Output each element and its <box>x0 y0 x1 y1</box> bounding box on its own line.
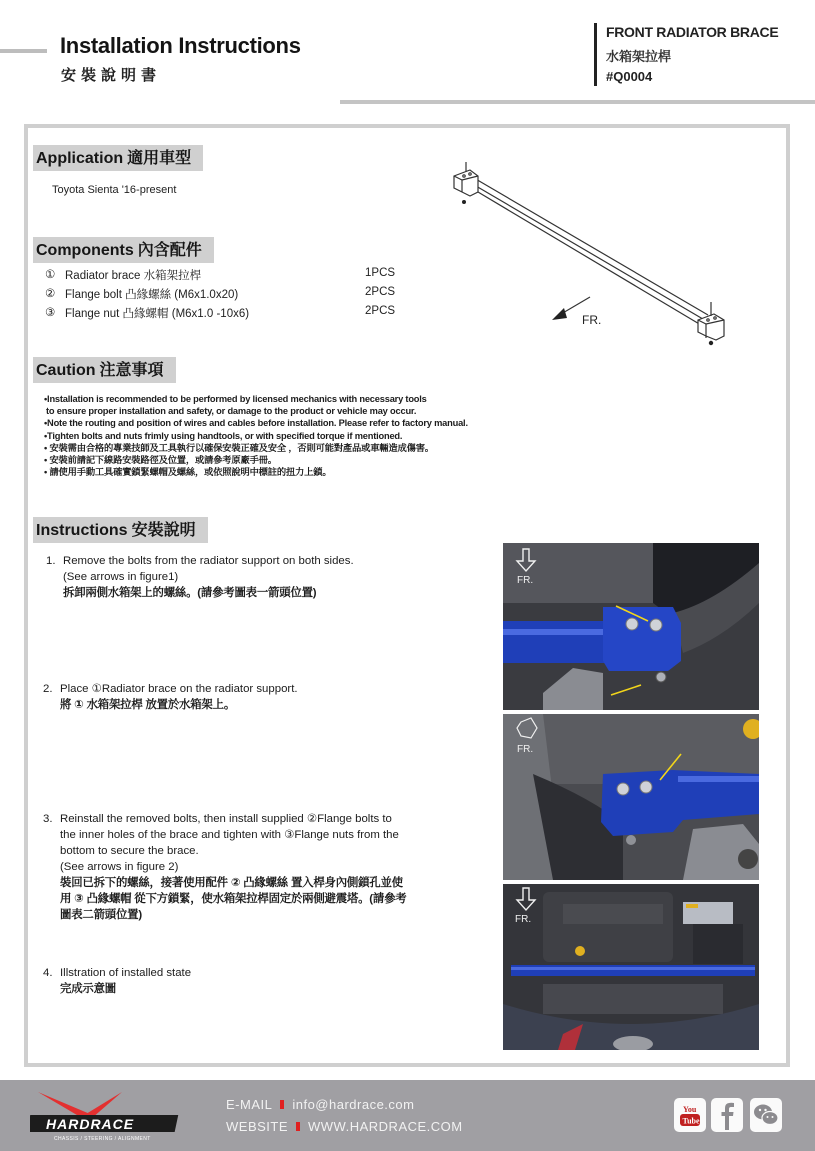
photo-direction-label: FR. <box>517 575 534 586</box>
youtube-icon[interactable] <box>674 1098 706 1132</box>
step-text: Remove the bolts from the radiator support on both sides. <box>63 555 354 567</box>
section-heading-instructions <box>33 517 208 543</box>
component-row <box>45 267 405 286</box>
heading-en: Instructions <box>36 522 128 539</box>
component-label: Flange nut 凸緣螺帽 (M6x1.0 -10x6) <box>65 308 250 320</box>
photo-direction-label: FR. <box>517 744 534 755</box>
component-label: Radiator brace 水箱架拉桿 <box>65 270 202 282</box>
step-text: Reinstall the removed bolts, then install supplied ②Flange bolts to <box>60 813 392 825</box>
step-text-cn: 將 ① 水箱架拉桿 放置於水箱架上。 <box>60 699 236 711</box>
step-text: (See arrows in figure1) <box>63 571 179 583</box>
caution-line: • 請使用手動工具確實鎖緊螺帽及螺絲，或依照說明中標註的扭力上鎖。 <box>44 467 332 478</box>
caution-line: •Tighten bolts and nuts frimly using handtools, or with specified torque if mentioned. <box>44 430 403 441</box>
page-title: Installation Instructions <box>60 33 301 58</box>
instruction-step-1 <box>46 553 486 613</box>
heading-cn: 內含配件 <box>137 240 202 259</box>
step-text-cn: 裝回已拆下的螺絲，接著使用配件 ② 凸緣螺絲 置入桿身內側鎖孔並使 <box>60 877 403 889</box>
step-text-cn: 拆卸兩側水箱架上的螺絲。(請參考圖表一箭頭位置) <box>63 587 317 599</box>
product-code: #Q0004 <box>606 69 653 84</box>
step-text: the inner holes of the brace and tighten with ③Flange nuts from the <box>60 829 399 841</box>
brand-name: HARDRACE <box>46 1116 135 1132</box>
facebook-icon[interactable] <box>711 1098 743 1132</box>
photo-direction-label: FR. <box>515 914 532 925</box>
section-heading-components <box>33 237 214 263</box>
step-number: 3. <box>43 813 53 825</box>
step-text-cn: 用 ③ 凸緣螺帽 從下方鎖緊，使水箱架拉桿固定於兩側避震塔。(請參考 <box>60 893 407 905</box>
website-label: WEBSITE <box>226 1119 289 1134</box>
section-heading-caution <box>33 357 176 383</box>
component-qty: 1PCS <box>365 267 396 279</box>
step-text-cn: 圖表二箭頭位置) <box>60 909 142 921</box>
step-number: 4. <box>43 967 53 979</box>
step-number: 2. <box>43 683 53 695</box>
email-link[interactable]: info@hardrace.com <box>292 1097 415 1112</box>
heading-en: Caution <box>36 362 96 379</box>
product-info-bar <box>594 23 597 86</box>
step-text-cn: 完成示意圖 <box>60 983 116 995</box>
separator-dot <box>280 1100 284 1109</box>
section-heading-application <box>33 145 203 171</box>
caution-line: •Note the routing and position of wires and cables before installation. Please refer to factory manual. <box>44 418 468 429</box>
footer-email <box>226 1097 414 1112</box>
page-title-cn: 安裝說明書 <box>61 66 162 84</box>
email-label: E-MAIL <box>226 1097 273 1112</box>
component-qty: 2PCS <box>365 305 396 317</box>
website-link[interactable]: WWW.HARDRACE.COM <box>308 1119 463 1134</box>
step-text: bottom to secure the brace. <box>60 845 199 857</box>
component-row <box>45 286 405 305</box>
component-number: ③ <box>45 307 56 319</box>
heading-cn: 注意事項 <box>99 360 164 379</box>
product-name-cn: 水箱架拉桿 <box>606 49 672 64</box>
component-qty: 2PCS <box>365 286 396 298</box>
component-number: ① <box>45 269 56 281</box>
photo-figure-1 <box>503 543 759 710</box>
brand-tagline: CHASSIS / STEERING / ALIGNMENT <box>54 1136 151 1142</box>
component-row <box>45 305 405 324</box>
step-number: 1. <box>46 555 56 567</box>
component-number: ② <box>45 288 56 300</box>
caution-line: • 安裝前請記下線路安裝路徑及位置，或請參考原廠手冊。 <box>44 455 277 466</box>
header-rule-left <box>0 49 47 53</box>
heading-cn: 適用車型 <box>127 148 192 167</box>
direction-label: FR. <box>582 313 602 327</box>
wechat-icon[interactable] <box>750 1098 782 1132</box>
svg-text:Tube: Tube <box>682 1116 700 1126</box>
heading-en: Application <box>36 150 124 167</box>
footer-website <box>226 1119 463 1134</box>
front-direction-arrow <box>552 308 567 320</box>
step-text: Illstration of installed state <box>60 967 192 979</box>
photo-figure-2 <box>503 714 759 880</box>
component-label: Flange bolt 凸緣螺絲 (M6x1.0x20) <box>65 289 239 301</box>
installed-brace <box>511 965 755 976</box>
hardrace-logo <box>30 1088 190 1143</box>
svg-text:You: You <box>683 1105 697 1114</box>
product-name: FRONT RADIATOR BRACE <box>606 24 779 40</box>
photo-installed-state <box>503 884 759 1050</box>
step-text: Place ①Radiator brace on the radiator support. <box>60 683 298 695</box>
instruction-step-3 <box>43 811 483 931</box>
heading-en: Components <box>36 242 134 259</box>
footer <box>0 1080 815 1151</box>
instruction-step-4 <box>43 965 483 1005</box>
heading-cn: 安裝說明 <box>131 520 196 539</box>
components-list <box>45 267 405 324</box>
header-rule-right <box>340 100 815 104</box>
application-vehicle: Toyota Sienta '16-present <box>52 184 177 196</box>
separator-dot <box>296 1122 300 1131</box>
caution-line: to ensure proper installation and safety, or damage to the product or vehicle may occur. <box>46 406 417 417</box>
caution-list <box>44 393 514 478</box>
caution-line: • 安裝需由合格的專業技師及工具執行以確保安裝正確及安全 ，否則可能對產品或車輛造成傷害。 <box>44 442 434 453</box>
caution-line: •Installation is recommended to be performed by licensed mechanics with necessary tools <box>44 394 427 404</box>
instruction-step-2 <box>43 681 483 721</box>
step-text: (See arrows in figure 2) <box>60 861 179 873</box>
radiator-brace-diagram <box>440 150 740 350</box>
